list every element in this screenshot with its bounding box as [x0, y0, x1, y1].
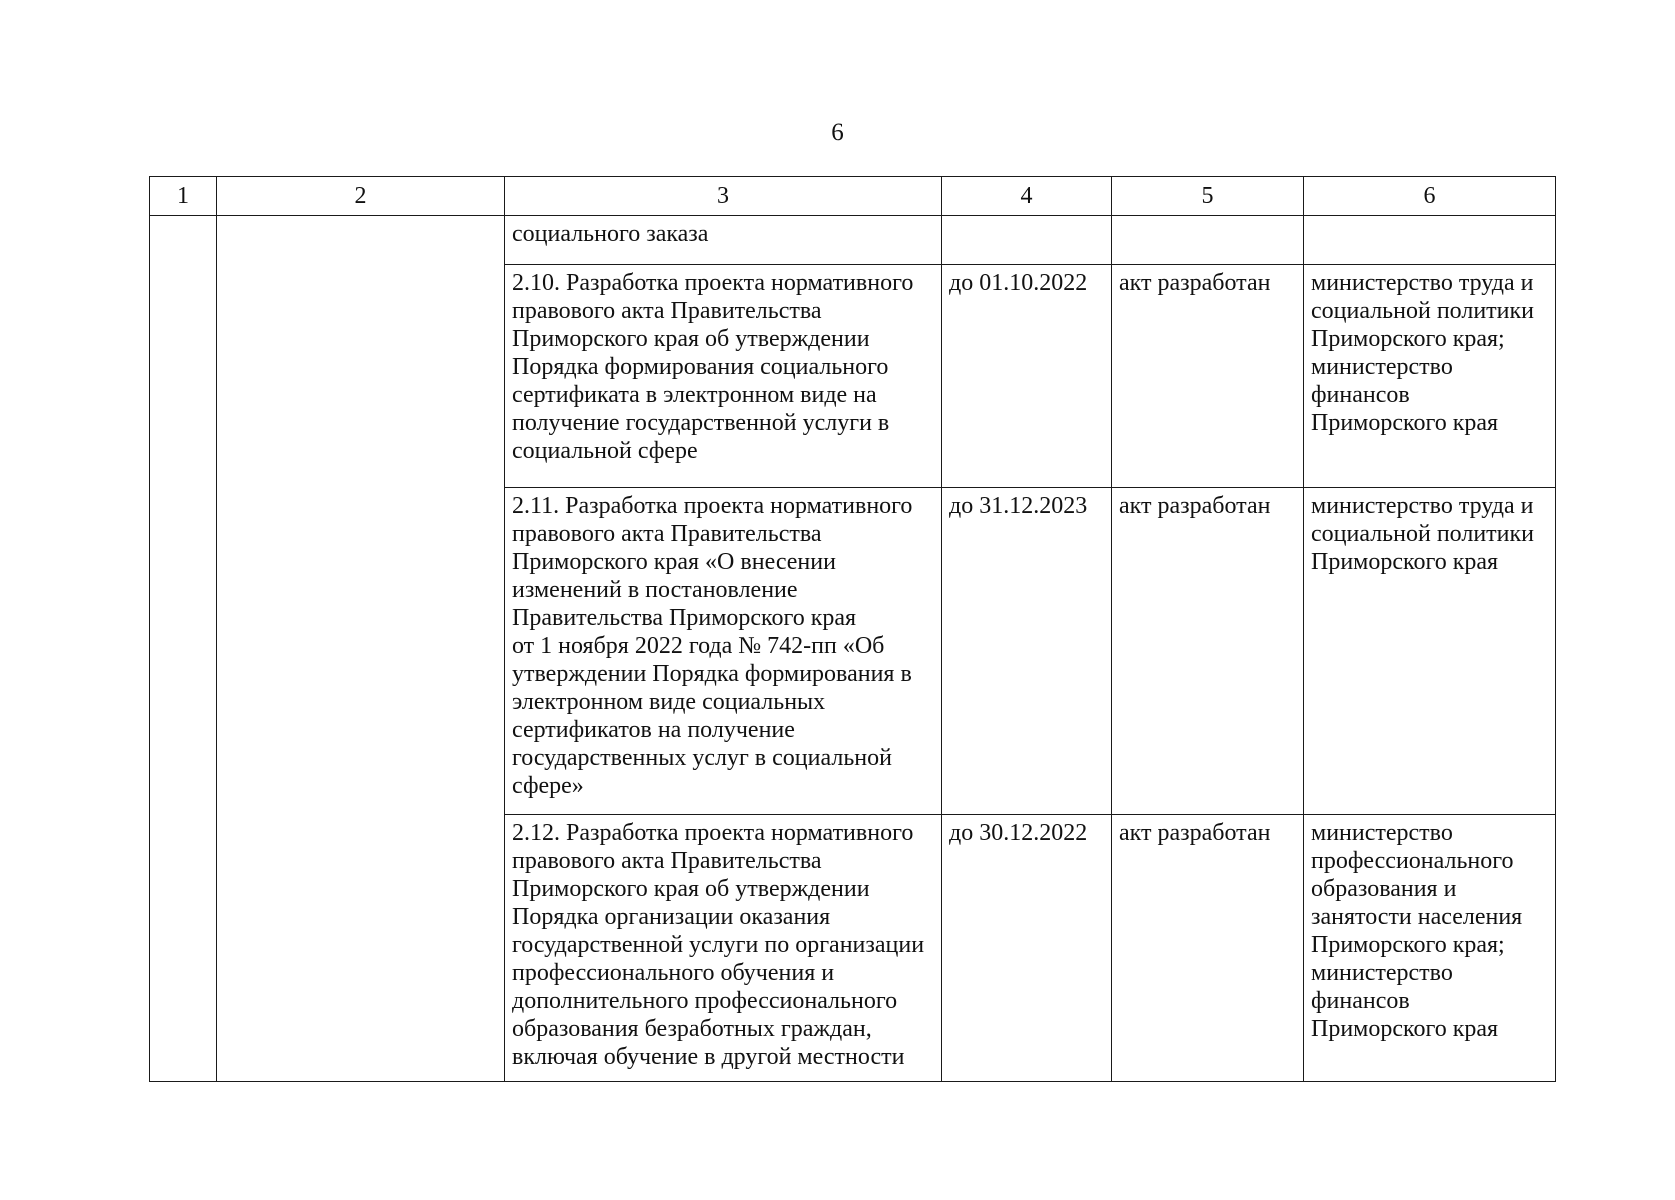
column-number-1: 1: [150, 177, 217, 216]
measure-text: 2.11. Разработка проекта нормативного правового акта Правительства Приморского края «О внесении изменений в постановление Правительства Приморского края от 1 ноября 2022 года № 742-пп «Об утверждении Порядка формирования в электронном виде социальных сертификатов на получение государственных услуг в социальной сфере»: [512, 493, 913, 799]
column-number-6: 6: [1304, 177, 1556, 216]
deadline-text: до 01.10.2022: [949, 270, 1088, 296]
cell-result: [1112, 815, 1304, 1082]
result-text: акт разработан: [1119, 493, 1271, 519]
cell-result: [1112, 488, 1304, 815]
responsible-text: министерство труда и социальной политики Приморского края; министерство финансов Приморского края: [1311, 270, 1534, 436]
result-text: акт разработан: [1119, 820, 1271, 846]
cell-result-empty: [1112, 216, 1304, 265]
measure-text: социального заказа: [512, 221, 709, 247]
column-number-3: 3: [505, 177, 942, 216]
cell-result: [1112, 265, 1304, 488]
measure-text: 2.12. Разработка проекта нормативного правового акта Правительства Приморского края об утверждении Порядка организации оказания государственной услуги по организации профессионального обучения и дополнительного профессионального образования безработных граждан, включая обучение в другой местности: [512, 820, 925, 1070]
page-number: 6: [831, 119, 844, 146]
cell-deadline: [942, 265, 1112, 488]
column-number-4: 4: [942, 177, 1112, 216]
column-number-header-row: [150, 177, 1556, 216]
column-number-5: 5: [1112, 177, 1304, 216]
cell-measure: [505, 488, 942, 815]
cell-deadline: [942, 488, 1112, 815]
cell-col2-empty: [217, 216, 505, 1082]
table-row-continuation: [150, 216, 1556, 265]
cell-responsible: [1304, 815, 1556, 1082]
responsible-text: министерство профессионального образования и занятости населения Приморского края; министерство финансов Приморского края: [1311, 820, 1523, 1042]
cell-responsible: [1304, 265, 1556, 488]
cell-measure: [505, 265, 942, 488]
cell-measure: [505, 815, 942, 1082]
responsible-text: министерство труда и социальной политики Приморского края: [1311, 493, 1534, 575]
cell-deadline-empty: [942, 216, 1112, 265]
measure-text: 2.10. Разработка проекта нормативного правового акта Правительства Приморского края об утверждении Порядка формирования социального сертификата в электронном виде на получение государственной услуги в социальной сфере: [512, 270, 914, 464]
cell-responsible: [1304, 488, 1556, 815]
cell-responsible-empty: [1304, 216, 1556, 265]
result-text: акт разработан: [1119, 270, 1271, 296]
deadline-text: до 31.12.2023: [949, 493, 1088, 519]
cell-measure-continuation: [505, 216, 942, 265]
column-number-2: 2: [217, 177, 505, 216]
cell-col1-empty: [150, 216, 217, 1082]
deadline-text: до 30.12.2022: [949, 820, 1088, 846]
cell-deadline: [942, 815, 1112, 1082]
plan-table: [149, 176, 1556, 1082]
